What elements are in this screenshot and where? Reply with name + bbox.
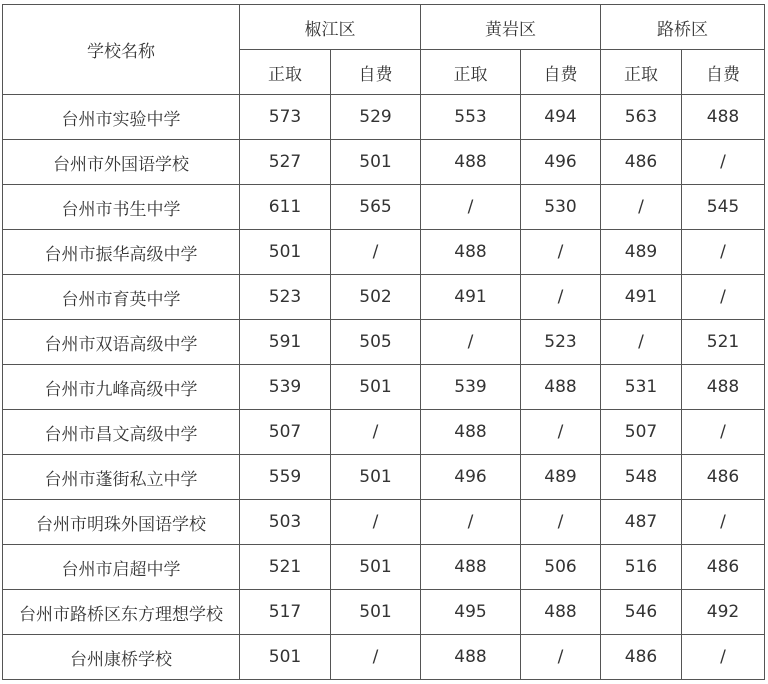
score-cell: 486 bbox=[682, 455, 765, 500]
table-row bbox=[3, 140, 765, 185]
score-cell: / bbox=[331, 230, 421, 275]
school-name-header: 学校名称 bbox=[3, 5, 240, 95]
score-cell: / bbox=[331, 635, 421, 680]
score-cell: 488 bbox=[421, 410, 521, 455]
score-cell: 501 bbox=[240, 230, 331, 275]
score-cell: 488 bbox=[682, 365, 765, 410]
score-cell: 545 bbox=[682, 185, 765, 230]
school-name-cell: 台州市蓬街私立中学 bbox=[3, 455, 240, 500]
table-row bbox=[3, 185, 765, 230]
header-row-districts bbox=[3, 5, 765, 50]
score-cell: / bbox=[331, 410, 421, 455]
score-cell: 591 bbox=[240, 320, 331, 365]
score-cell: / bbox=[682, 635, 765, 680]
table-row bbox=[3, 635, 765, 680]
score-cell: 496 bbox=[421, 455, 521, 500]
sub-header: 正取 bbox=[601, 50, 682, 95]
table-row bbox=[3, 545, 765, 590]
score-cell: 559 bbox=[240, 455, 331, 500]
score-cell: 486 bbox=[601, 635, 682, 680]
score-cell: 486 bbox=[682, 545, 765, 590]
score-cell: 501 bbox=[240, 635, 331, 680]
table-row bbox=[3, 95, 765, 140]
score-cell: 517 bbox=[240, 590, 331, 635]
score-cell: 546 bbox=[601, 590, 682, 635]
score-cell: 553 bbox=[421, 95, 521, 140]
score-cell: 531 bbox=[601, 365, 682, 410]
score-cell: 501 bbox=[331, 140, 421, 185]
score-cell: 521 bbox=[240, 545, 331, 590]
table-row bbox=[3, 275, 765, 320]
score-cell: 501 bbox=[331, 455, 421, 500]
score-cell: 489 bbox=[601, 230, 682, 275]
score-cell: 495 bbox=[421, 590, 521, 635]
score-cell: 529 bbox=[331, 95, 421, 140]
score-cell: 523 bbox=[240, 275, 331, 320]
score-cell: 539 bbox=[421, 365, 521, 410]
score-cell: 494 bbox=[521, 95, 601, 140]
score-cell: 491 bbox=[601, 275, 682, 320]
score-cell: 488 bbox=[521, 590, 601, 635]
table-row bbox=[3, 365, 765, 410]
district-header-luqiao: 路桥区 bbox=[601, 5, 765, 50]
score-cell: / bbox=[521, 410, 601, 455]
score-cell: / bbox=[421, 500, 521, 545]
score-cell: / bbox=[521, 230, 601, 275]
score-cell: 501 bbox=[331, 545, 421, 590]
table-row bbox=[3, 455, 765, 500]
sub-header: 正取 bbox=[421, 50, 521, 95]
score-cell: / bbox=[601, 185, 682, 230]
score-cell: 501 bbox=[331, 590, 421, 635]
school-name-cell: 台州市明珠外国语学校 bbox=[3, 500, 240, 545]
score-cell: 523 bbox=[521, 320, 601, 365]
score-cell: 507 bbox=[240, 410, 331, 455]
district-header-jiaojiang: 椒江区 bbox=[240, 5, 421, 50]
score-cell: 488 bbox=[421, 140, 521, 185]
score-cell: / bbox=[521, 275, 601, 320]
score-cell: 487 bbox=[601, 500, 682, 545]
table-row bbox=[3, 410, 765, 455]
score-cell: 488 bbox=[421, 230, 521, 275]
score-cell: 488 bbox=[521, 365, 601, 410]
score-cell: 503 bbox=[240, 500, 331, 545]
score-cell: 516 bbox=[601, 545, 682, 590]
score-cell: / bbox=[682, 410, 765, 455]
score-cell: 563 bbox=[601, 95, 682, 140]
score-cell: 488 bbox=[421, 545, 521, 590]
score-cell: 488 bbox=[421, 635, 521, 680]
sub-header: 自费 bbox=[331, 50, 421, 95]
score-cell: / bbox=[521, 635, 601, 680]
score-cell: 611 bbox=[240, 185, 331, 230]
sub-header: 正取 bbox=[240, 50, 331, 95]
school-name-cell: 台州康桥学校 bbox=[3, 635, 240, 680]
school-name-cell: 台州市路桥区东方理想学校 bbox=[3, 590, 240, 635]
school-name-cell: 台州市振华高级中学 bbox=[3, 230, 240, 275]
score-cell: 565 bbox=[331, 185, 421, 230]
school-name-cell: 台州市书生中学 bbox=[3, 185, 240, 230]
table-row bbox=[3, 500, 765, 545]
school-name-cell: 台州市九峰高级中学 bbox=[3, 365, 240, 410]
score-cell: 491 bbox=[421, 275, 521, 320]
district-header-huangyan: 黄岩区 bbox=[421, 5, 601, 50]
score-cell: / bbox=[601, 320, 682, 365]
score-cell: / bbox=[682, 140, 765, 185]
score-cell: / bbox=[331, 500, 421, 545]
score-cell: / bbox=[421, 320, 521, 365]
score-cell: / bbox=[682, 275, 765, 320]
table-row bbox=[3, 590, 765, 635]
score-cell: / bbox=[521, 500, 601, 545]
score-cell: 527 bbox=[240, 140, 331, 185]
school-name-cell: 台州市双语高级中学 bbox=[3, 320, 240, 365]
sub-header: 自费 bbox=[521, 50, 601, 95]
score-cell: 502 bbox=[331, 275, 421, 320]
school-name-cell: 台州市外国语学校 bbox=[3, 140, 240, 185]
table-row bbox=[3, 320, 765, 365]
score-cell: 539 bbox=[240, 365, 331, 410]
admission-score-table bbox=[2, 4, 765, 680]
score-cell: 506 bbox=[521, 545, 601, 590]
score-cell: 501 bbox=[331, 365, 421, 410]
score-cell: 488 bbox=[682, 95, 765, 140]
score-cell: 489 bbox=[521, 455, 601, 500]
table-header bbox=[3, 5, 765, 95]
school-name-cell: 台州市育英中学 bbox=[3, 275, 240, 320]
score-cell: 496 bbox=[521, 140, 601, 185]
sub-header: 自费 bbox=[682, 50, 765, 95]
score-cell: 486 bbox=[601, 140, 682, 185]
score-cell: 530 bbox=[521, 185, 601, 230]
score-cell: 548 bbox=[601, 455, 682, 500]
school-name-cell: 台州市昌文高级中学 bbox=[3, 410, 240, 455]
score-cell: 507 bbox=[601, 410, 682, 455]
score-cell: / bbox=[421, 185, 521, 230]
score-cell: / bbox=[682, 230, 765, 275]
score-cell: 492 bbox=[682, 590, 765, 635]
score-cell: / bbox=[682, 500, 765, 545]
table-row bbox=[3, 230, 765, 275]
score-cell: 573 bbox=[240, 95, 331, 140]
table-body bbox=[3, 95, 765, 680]
school-name-cell: 台州市启超中学 bbox=[3, 545, 240, 590]
score-cell: 521 bbox=[682, 320, 765, 365]
school-name-cell: 台州市实验中学 bbox=[3, 95, 240, 140]
score-cell: 505 bbox=[331, 320, 421, 365]
